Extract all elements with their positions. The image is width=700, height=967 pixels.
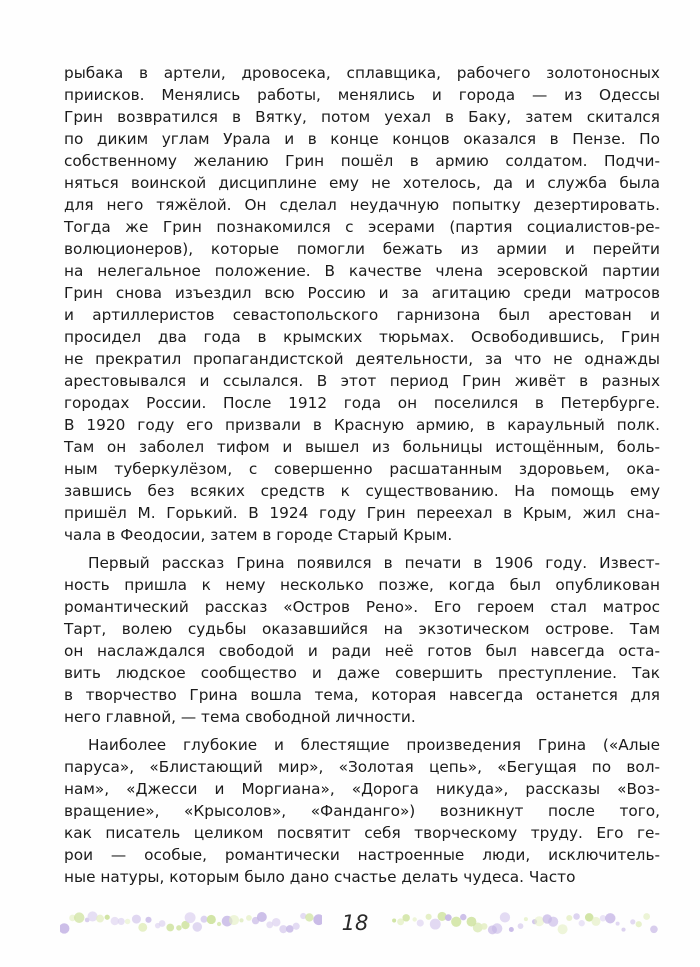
flower-dot [118,918,125,925]
paragraph-2 [64,552,660,728]
text-line: ные натуры, которым было дано счастье делать чудеса. Часто [64,868,576,886]
text-line: ность пришла к нему несколько позже, когда был опубликован [64,576,660,594]
flower-dot [293,923,300,930]
flower-dot [392,918,396,922]
flower-dot [636,921,642,927]
text-line: няться воинской дисциплине ему не хотелось, да и служба была [64,174,660,192]
text-line: Грин возвратился в Вятку, потом уехал в Баку, затем скитался [64,108,660,126]
flower-dot [451,917,461,927]
flower-dot [246,915,252,921]
text-line: нам», «Джесси и Моргиана», «Дорога никуда», рассказы «Воз- [64,780,660,798]
text-line: в творчество Грина вошла тема, которая навсегда останется для [64,686,660,704]
text-line: рои — особые, романтически настроенные люди, исключитель- [64,846,660,864]
text-line: романтический рассказ «Остров Рено». Его героем стал матрос [64,598,660,616]
text-line: Тарт, волею судьбы оказавшийся на экзотическом острове. Там [64,620,660,638]
flower-dot [412,917,416,921]
flower-dot [159,920,166,927]
flower-dot [201,916,208,923]
flower-dot [166,924,174,932]
flower-dot [217,922,221,926]
text-line: рыбака в артели, дровосека, сплавщика, рабочего золотоносных [64,64,660,82]
flower-dot [481,923,488,930]
body-text [64,62,660,888]
text-line: него главной, — тема свободной личности. [64,708,416,726]
flower-dot [426,914,432,920]
text-line: и артиллеристов севастопольского гарнизона был арестован и [64,306,660,324]
text-line: пришёл М. Горький. В 1924 году Грин переехал в Крым, жил сна- [64,504,660,522]
flower-border-left-decoration [60,905,322,945]
flower-dot [616,922,620,926]
text-line: арестовывался и ссылался. В этот период Грин живёт в разных [64,372,660,390]
text-line: городах России. После 1912 года он поселился в Петербурге. [64,394,660,412]
text-line: чала в Феодосии, затем в городе Старый Крым. [64,526,453,544]
flower-dot [272,918,281,927]
text-line: просидел два года в крымских тюрьмах. Освободившись, Грин [64,328,660,346]
flower-dot [105,915,110,920]
text-line: волюционеров), которые помогли бежать из армии и перейти [64,240,660,258]
flower-dot [509,927,514,932]
paragraph-3 [64,734,660,888]
text-line: приисков. Менялись работы, менялись и города — из Одессы [64,86,660,104]
flower-dot [145,917,151,923]
flower-dot [193,922,203,932]
paragraph-1 [64,62,660,546]
flower-dot [460,914,466,920]
flower-dot [313,914,322,925]
text-line: Там он заболел тифом и вышел из больницы истощённым, боль- [64,438,660,456]
flower-dot [445,914,452,921]
text-line: как писатель целиком посвятит себя творческому труду. Его ге- [64,824,660,842]
page-number: 18 [341,911,369,935]
flower-dot [548,917,558,927]
text-line: Тогда же Грин познакомился с эсерами (партия социалистов-ре- [64,218,660,236]
flower-dot [239,918,243,922]
flower-dot [630,919,635,924]
flower-dot [500,912,510,922]
flower-dot [176,925,182,931]
flower-dot [125,919,130,924]
flower-dot [96,915,104,923]
text-line: собственному желанию Грин пошёл в армию солдатом. Подчи- [64,152,660,170]
text-line: вить людское сообщество и даже совершить преступление. Так [64,664,660,682]
flower-dot [566,915,572,921]
text-line: для него тяжёлой. Он сделал неудачную попытку дезертировать. [64,196,660,214]
flower-dot [87,911,97,921]
text-line: он наслаждался свободой и ради неё готов был навсегда оста- [64,642,660,660]
flower-dot [207,915,216,924]
flower-dot [132,915,141,924]
text-line: паруса», «Блистающий мир», «Золотая цепь», «Бегущая по вол- [64,758,660,776]
text-line: не прекратил пропагандистской деятельности, за что не однажды [64,350,660,368]
text-line: Наиболее глубокие и блестящие произведения Грина («Алые [88,736,660,754]
flower-dot [591,917,600,926]
flower-dot [138,923,147,932]
text-line: вращение», «Крысолов», «Фанданго») возникнут после того, [64,802,660,820]
flower-dot [573,913,580,920]
flower-dot [492,923,503,934]
flower-dot [524,917,528,921]
text-line: В 1920 году его призвали в Красную армию, в караульный полк. [64,416,660,434]
text-line: на нелегальное положение. В качестве члена эсеровской партии [64,262,660,280]
flower-dot [74,912,85,923]
flower-dot [286,925,294,933]
flower-dot [305,913,313,921]
flower-dot [605,913,615,923]
flower-dot [650,926,658,934]
flower-dot [257,912,267,922]
flower-dot [518,923,524,929]
flower-dot [643,913,650,920]
flower-dot [402,914,409,921]
text-line: ным туберкулёзом, с совершенно расшатанным здоровьем, ока- [64,460,660,478]
flower-dot [229,915,239,925]
flower-dot [430,919,441,930]
flower-dot [579,920,585,926]
flower-border-right-decoration [388,905,660,945]
flower-dot [558,924,568,934]
flower-dot [417,919,424,926]
flower-dot [60,923,69,933]
text-line: Первый рассказ Грина появился в печати в 1906 году. Извест- [88,554,660,572]
page-footer [0,905,700,945]
flower-dot [185,912,196,923]
text-line: Грин снова изъездил всю Россию и за агитацию среди матросов [64,284,660,302]
flower-dot [621,928,625,932]
text-line: по диким углам Урала и в конце концов оказался в Пензе. По [64,130,660,148]
text-line: завшись без всяких средств к существованию. На помощь ему [64,482,660,500]
